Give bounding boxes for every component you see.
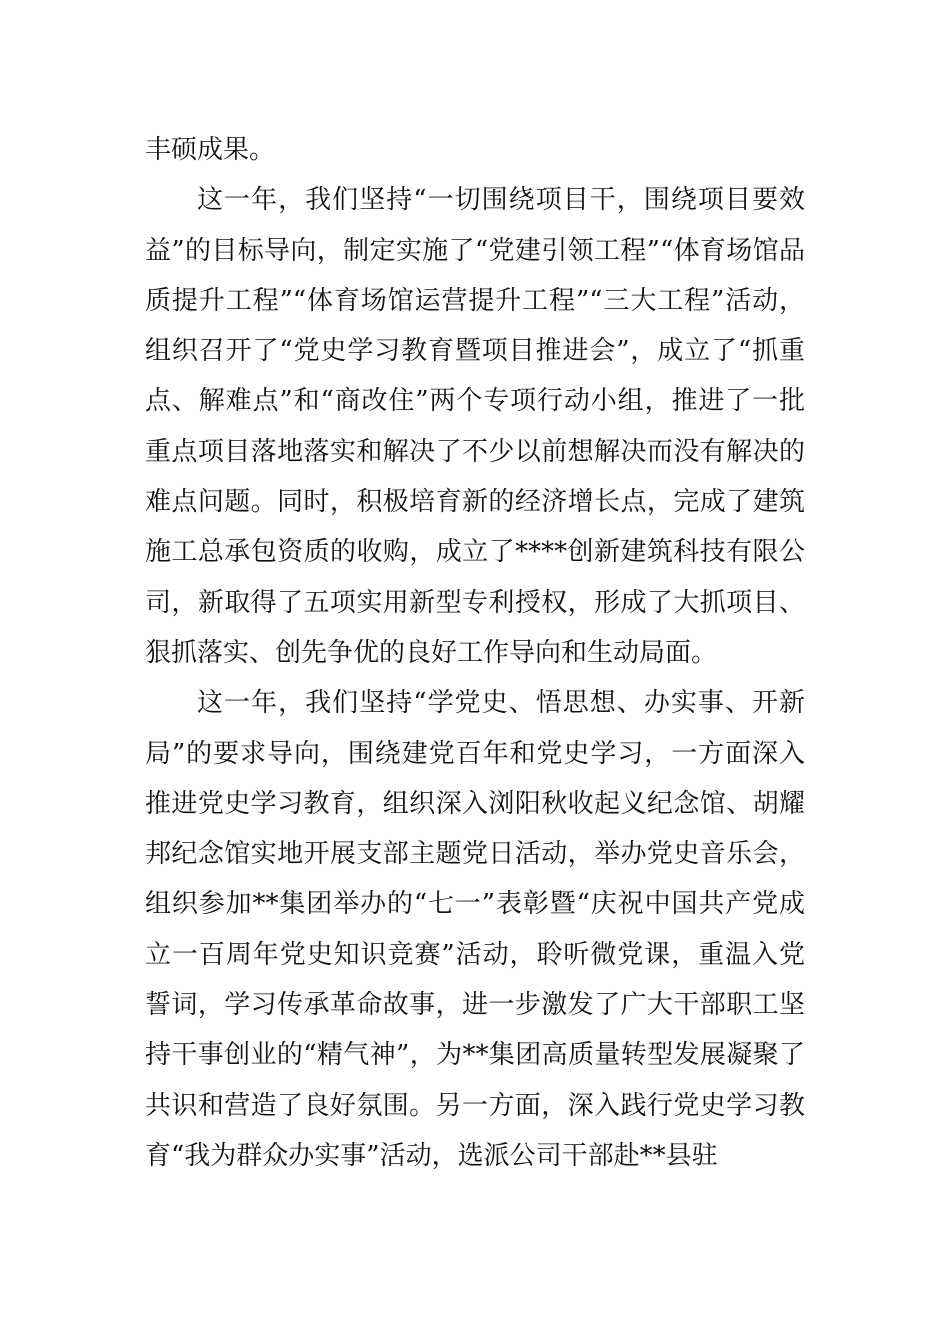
paragraph-projects: 这一年，我们坚持“一切围绕项目干，围绕项目要效益”的目标导向，制定实施了“党建引领工程”“体育场馆品质提升工程”“体育场馆运营提升工程”“三大工程”活动，组织召开了“党史学习教育暨项目推进会”，成立了“抓重点、解难点”和“商改住”两个专项行动小组，推进了一批重点项目落地落实和解决了不少以前想解决而没有解决的难点问题。同时，积极培育新的经济增长点，完成了建筑施工总承包资质的收购，成立了****创新建筑科技有限公司，新取得了五项实用新型专利授权，形成了大抓项目、狠抓落实、创先争优的良好工作导向和生动局面。 [145, 185, 805, 668]
paragraph-continuation: 丰硕成果。 [145, 135, 276, 165]
paragraph-party-history: 这一年，我们坚持“学党史、悟思想、办实事、开新局”的要求导向，围绕建党百年和党史学习，一方面深入推进党史学习教育，组织深入浏阳秋收起义纪念馆、胡耀邦纪念馆实地开展支部主题党日活动，举办党史音乐会，组织参加**集团举办的“七一”表彰暨“庆祝中国共产党成立一百周年党史知识竞赛”活动，聆听微党课，重温入党誓词，学习传承革命故事，进一步激发了广大干部职工坚持干事创业的“精气神”，为**集团高质量转型发展凝聚了共识和营造了良好氛围。另一方面，深入践行党史学习教育“我为群众办实事”活动，选派公司干部赴**县驻 [145, 688, 805, 1171]
document-body [145, 125, 805, 1181]
